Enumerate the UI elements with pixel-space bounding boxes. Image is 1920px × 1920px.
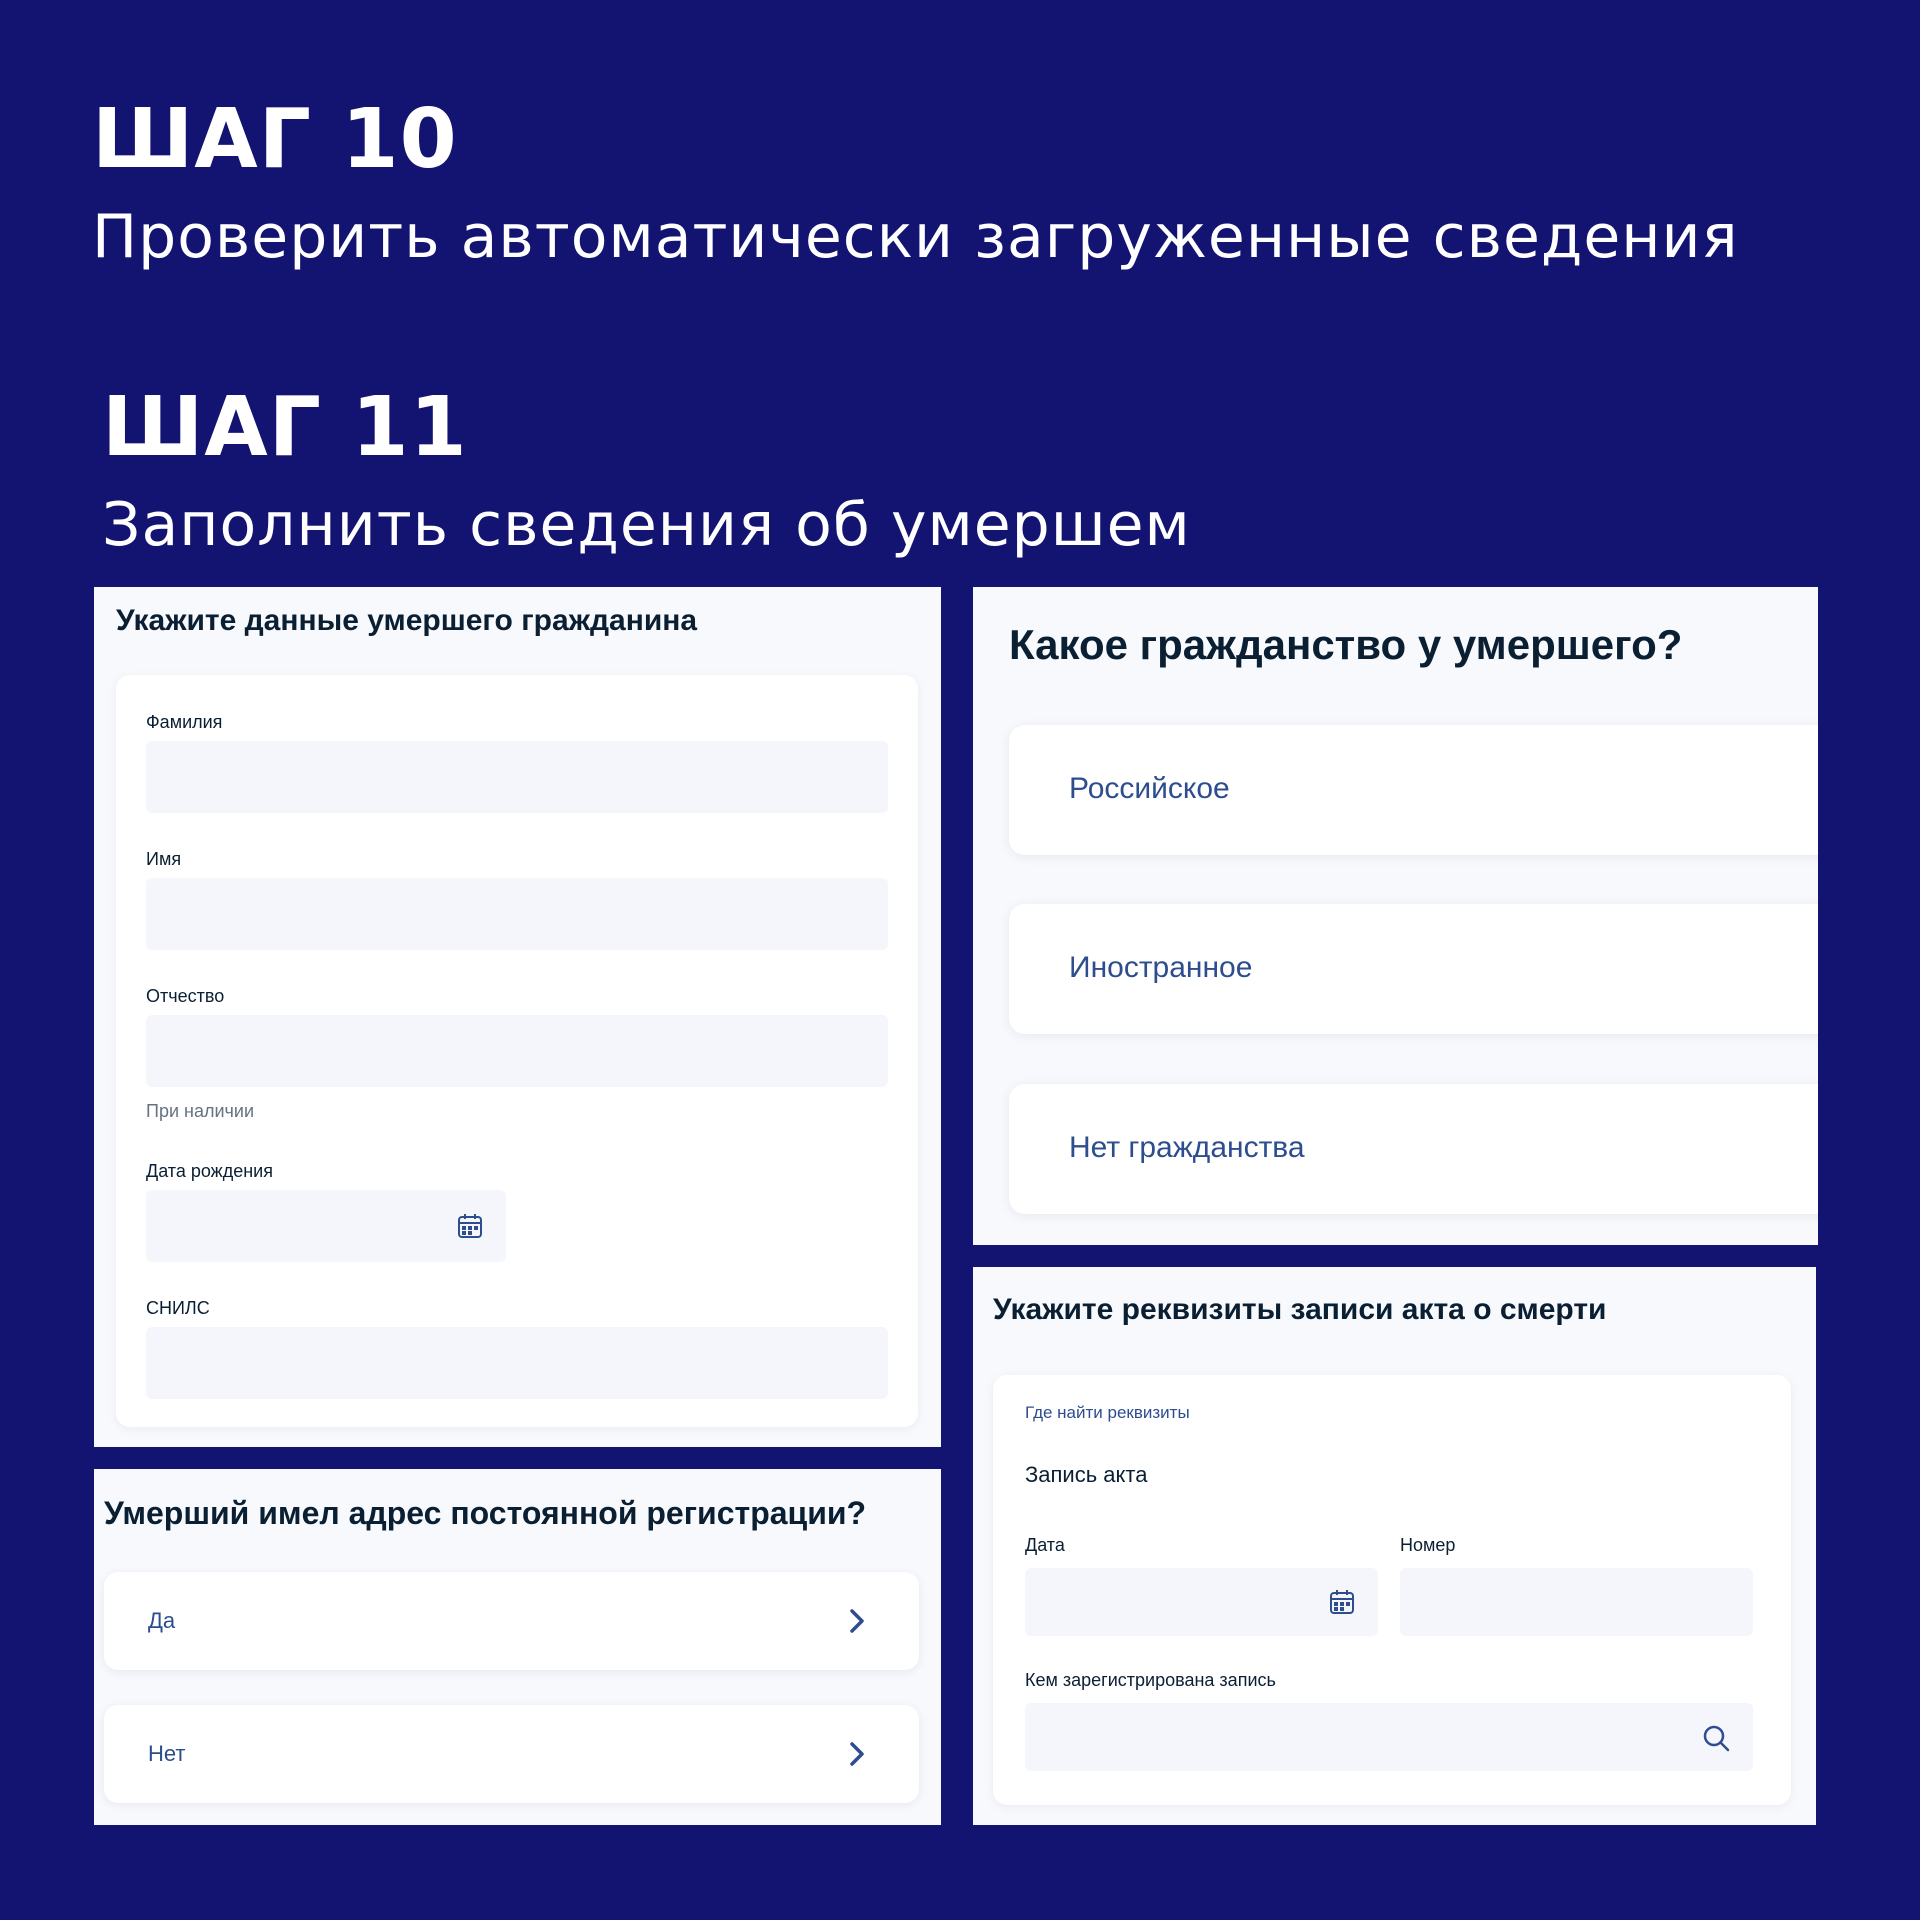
act-record-card xyxy=(993,1375,1791,1805)
registration-option-label: Нет xyxy=(148,1741,186,1766)
step-11-subtitle: Заполнить сведения об умершем xyxy=(102,490,1191,560)
registration-option-yes[interactable] xyxy=(104,1572,919,1670)
citizenship-option-label: Иностранное xyxy=(1069,951,1253,984)
act-number-label: Номер xyxy=(1400,1535,1456,1555)
citizenship-option-label: Нет гражданства xyxy=(1069,1131,1305,1164)
act-date-input[interactable] xyxy=(1025,1568,1378,1636)
registered-by-input[interactable] xyxy=(1025,1703,1753,1771)
registration-option-no[interactable] xyxy=(104,1705,919,1803)
surname-label: Фамилия xyxy=(146,712,223,732)
patronymic-hint: При наличии xyxy=(146,1101,254,1121)
citizenship-panel xyxy=(973,587,1818,1245)
birthdate-label: Дата рождения xyxy=(146,1161,273,1181)
snils-label: СНИЛС xyxy=(146,1298,210,1318)
personal-data-title: Укажите данные умершего гражданина xyxy=(116,604,698,637)
step-10-subtitle: Проверить автоматически загруженные сведения xyxy=(92,202,1739,272)
name-input[interactable] xyxy=(146,878,888,950)
calendar-icon[interactable] xyxy=(1328,1588,1356,1616)
citizenship-option-stateless[interactable] xyxy=(1009,1084,1818,1214)
chevron-right-icon xyxy=(841,1605,873,1637)
chevron-right-icon xyxy=(841,1738,873,1770)
act-number-input[interactable] xyxy=(1400,1568,1753,1636)
snils-input[interactable] xyxy=(146,1327,888,1399)
citizenship-option-label: Российское xyxy=(1069,772,1230,805)
search-icon[interactable] xyxy=(1701,1723,1731,1753)
calendar-icon[interactable] xyxy=(456,1212,484,1240)
registration-option-label: Да xyxy=(148,1608,176,1633)
registration-panel xyxy=(94,1469,941,1825)
registered-by-label: Кем зарегистрирована запись xyxy=(1025,1670,1276,1690)
act-date-label: Дата xyxy=(1025,1535,1065,1555)
surname-input[interactable] xyxy=(146,741,888,813)
registration-title: Умерший имел адрес постоянной регистрации? xyxy=(104,1495,867,1531)
act-record-section-title: Запись акта xyxy=(1025,1462,1148,1487)
personal-data-panel xyxy=(94,587,941,1447)
name-label: Имя xyxy=(146,849,182,869)
patronymic-label: Отчество xyxy=(146,986,225,1006)
act-record-title: Укажите реквизиты записи акта о смерти xyxy=(993,1293,1607,1326)
where-to-find-link[interactable]: Где найти реквизиты xyxy=(1025,1403,1190,1422)
act-record-panel xyxy=(973,1267,1816,1825)
patronymic-input[interactable] xyxy=(146,1015,888,1087)
step-11-title: ШАГ 11 xyxy=(102,380,468,475)
birthdate-input[interactable] xyxy=(146,1190,506,1262)
citizenship-option-russian[interactable] xyxy=(1009,725,1818,855)
citizenship-title: Какое гражданство у умершего? xyxy=(1009,621,1683,668)
step-10-title: ШАГ 10 xyxy=(92,92,458,187)
personal-data-card xyxy=(116,675,918,1427)
citizenship-option-foreign[interactable] xyxy=(1009,904,1818,1034)
